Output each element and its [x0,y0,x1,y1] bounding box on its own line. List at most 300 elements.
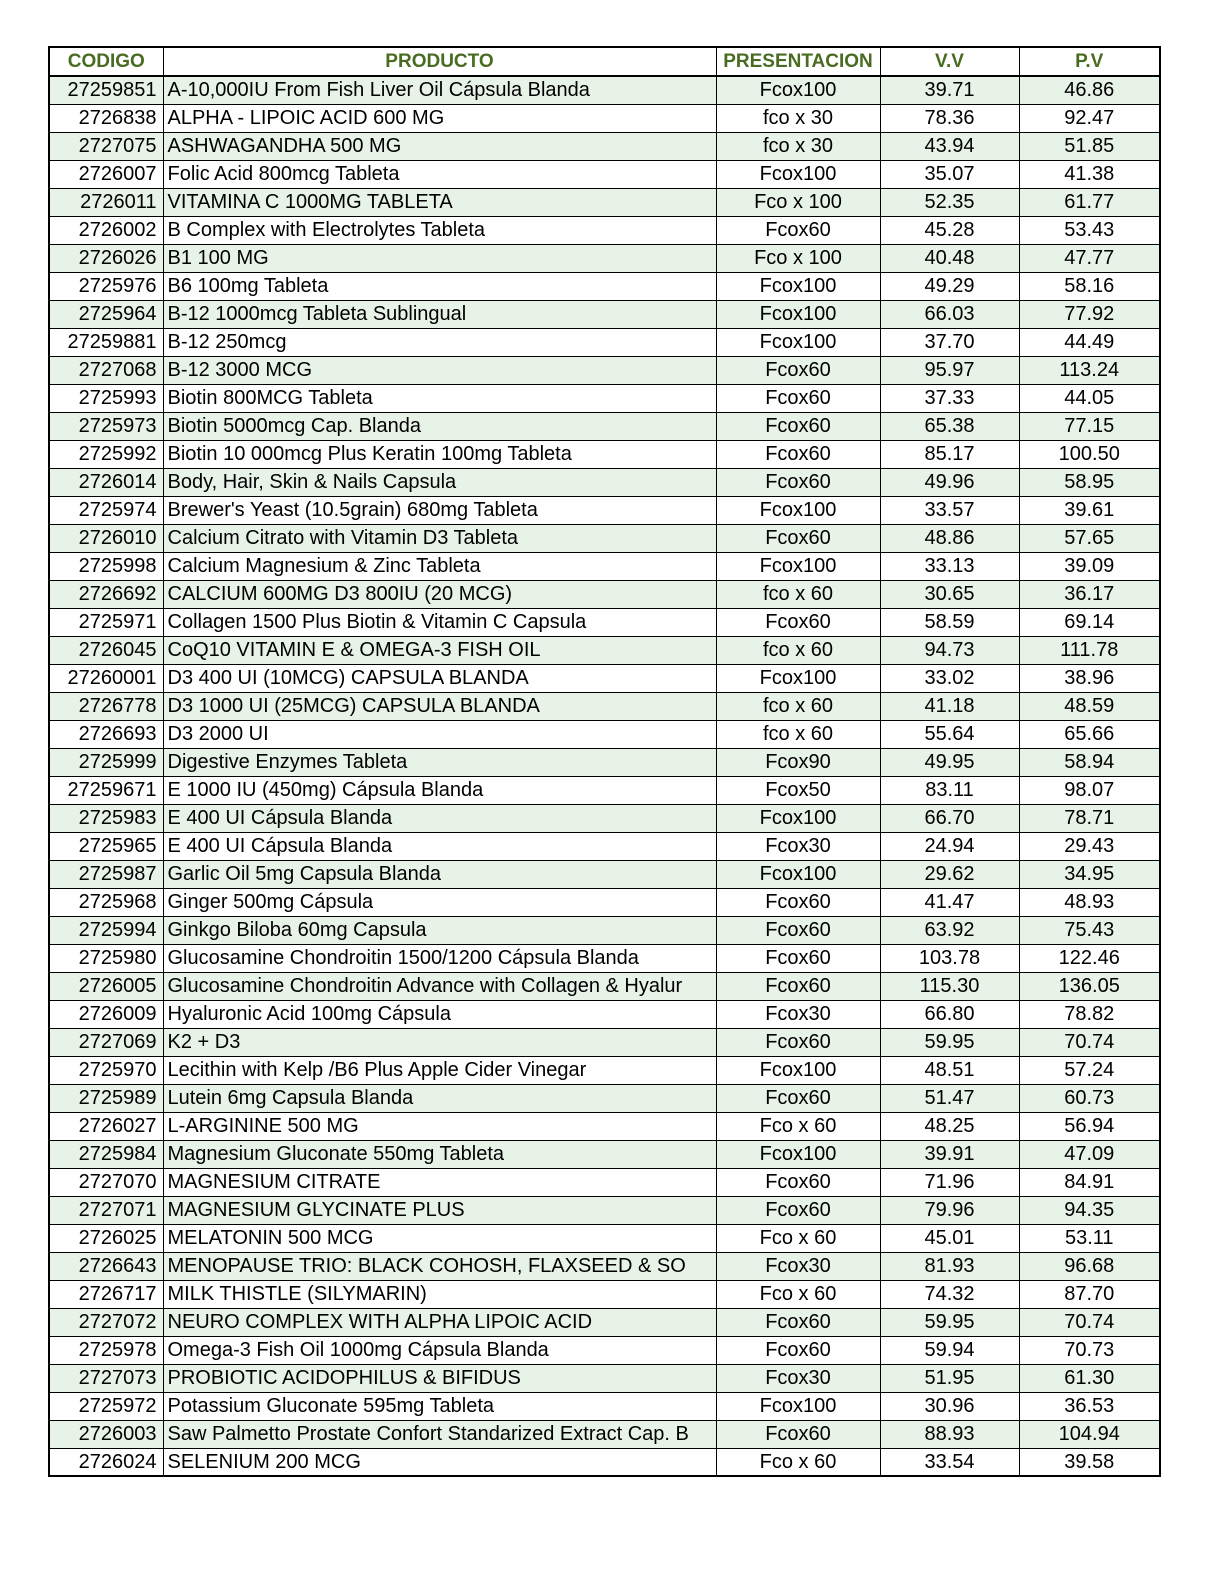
cell-codigo: 2726693 [49,720,163,748]
cell-vv: 88.93 [880,1420,1019,1448]
table-row [49,1364,1160,1392]
cell-producto: Glucosamine Chondroitin 1500/1200 Cápsula Blanda [163,944,716,972]
cell-producto: Glucosamine Chondroitin Advance with Collagen & Hyalur [163,972,716,1000]
cell-codigo: 2727075 [49,132,163,160]
table-row [49,1140,1160,1168]
cell-vv: 95.97 [880,356,1019,384]
cell-codigo: 2726024 [49,1448,163,1476]
table-row [49,888,1160,916]
header-pv: P.V [1019,47,1160,76]
cell-presentacion: Fcox60 [716,468,880,496]
cell-pv: 46.86 [1019,76,1160,104]
table-header [49,47,1160,76]
cell-codigo: 2726005 [49,972,163,1000]
cell-presentacion: Fcox30 [716,832,880,860]
cell-producto: B-12 250mcg [163,328,716,356]
cell-pv: 44.05 [1019,384,1160,412]
cell-vv: 41.47 [880,888,1019,916]
cell-vv: 33.54 [880,1448,1019,1476]
cell-presentacion: Fcox100 [716,1140,880,1168]
cell-codigo: 2726025 [49,1224,163,1252]
cell-codigo: 2726643 [49,1252,163,1280]
table-row [49,412,1160,440]
cell-pv: 34.95 [1019,860,1160,888]
cell-producto: B-12 1000mcg Tableta Sublingual [163,300,716,328]
cell-producto: Body, Hair, Skin & Nails Capsula [163,468,716,496]
header-vv: V.V [880,47,1019,76]
cell-producto: Hyaluronic Acid 100mg Cápsula [163,1000,716,1028]
table-row [49,328,1160,356]
cell-pv: 38.96 [1019,664,1160,692]
cell-vv: 49.96 [880,468,1019,496]
cell-vv: 45.28 [880,216,1019,244]
cell-presentacion: Fcox100 [716,160,880,188]
cell-presentacion: fco x 30 [716,132,880,160]
cell-producto: B6 100mg Tableta [163,272,716,300]
cell-producto: Calcium Citrato with Vitamin D3 Tableta [163,524,716,552]
cell-presentacion: fco x 60 [716,580,880,608]
cell-pv: 58.95 [1019,468,1160,496]
cell-codigo: 2726045 [49,636,163,664]
cell-producto: B-12 3000 MCG [163,356,716,384]
table-row [49,636,1160,664]
table-row [49,944,1160,972]
cell-codigo: 2726717 [49,1280,163,1308]
cell-pv: 58.16 [1019,272,1160,300]
cell-vv: 37.33 [880,384,1019,412]
cell-vv: 79.96 [880,1196,1019,1224]
cell-presentacion: Fcox60 [716,916,880,944]
cell-pv: 58.94 [1019,748,1160,776]
cell-presentacion: Fcox30 [716,1364,880,1392]
cell-producto: CoQ10 VITAMIN E & OMEGA-3 FISH OIL [163,636,716,664]
table-row [49,776,1160,804]
cell-codigo: 27259671 [49,776,163,804]
table-row [49,860,1160,888]
cell-producto: Collagen 1500 Plus Biotin & Vitamin C Capsula [163,608,716,636]
table-row [49,1280,1160,1308]
cell-vv: 78.36 [880,104,1019,132]
cell-producto: MILK THISTLE (SILYMARIN) [163,1280,716,1308]
cell-presentacion: Fco x 60 [716,1448,880,1476]
cell-producto: SELENIUM 200 MCG [163,1448,716,1476]
cell-pv: 70.74 [1019,1308,1160,1336]
cell-pv: 44.49 [1019,328,1160,356]
cell-vv: 24.94 [880,832,1019,860]
cell-presentacion: Fcox100 [716,552,880,580]
cell-presentacion: Fcox30 [716,1252,880,1280]
cell-codigo: 2725971 [49,608,163,636]
cell-pv: 48.93 [1019,888,1160,916]
cell-producto: L-ARGININE 500 MG [163,1112,716,1140]
table-row [49,160,1160,188]
cell-pv: 111.78 [1019,636,1160,664]
cell-vv: 48.51 [880,1056,1019,1084]
cell-presentacion: Fcox100 [716,1056,880,1084]
cell-vv: 51.95 [880,1364,1019,1392]
cell-codigo: 2726838 [49,104,163,132]
table-row [49,384,1160,412]
table-row [49,188,1160,216]
cell-producto: Ginkgo Biloba 60mg Capsula [163,916,716,944]
table-row [49,1112,1160,1140]
cell-producto: Brewer's Yeast (10.5grain) 680mg Tableta [163,496,716,524]
cell-vv: 59.94 [880,1336,1019,1364]
table-row [49,1028,1160,1056]
cell-vv: 71.96 [880,1168,1019,1196]
table-row [49,608,1160,636]
cell-presentacion: Fcox100 [716,860,880,888]
cell-presentacion: Fcox60 [716,216,880,244]
table-row [49,356,1160,384]
cell-producto: Folic Acid 800mcg Tableta [163,160,716,188]
cell-pv: 56.94 [1019,1112,1160,1140]
table-row [49,552,1160,580]
table-row [49,1000,1160,1028]
cell-codigo: 2726003 [49,1420,163,1448]
cell-presentacion: Fcox100 [716,272,880,300]
cell-pv: 96.68 [1019,1252,1160,1280]
cell-vv: 35.07 [880,160,1019,188]
cell-producto: Omega-3 Fish Oil 1000mg Cápsula Blanda [163,1336,716,1364]
table-row [49,692,1160,720]
cell-codigo: 2727070 [49,1168,163,1196]
cell-codigo: 2725998 [49,552,163,580]
cell-vv: 45.01 [880,1224,1019,1252]
table-row [49,748,1160,776]
cell-codigo: 2725992 [49,440,163,468]
table-row [49,664,1160,692]
cell-codigo: 2727073 [49,1364,163,1392]
table-row [49,1308,1160,1336]
cell-codigo: 27260001 [49,664,163,692]
cell-codigo: 2725993 [49,384,163,412]
cell-producto: Potassium Gluconate 595mg Tableta [163,1392,716,1420]
cell-codigo: 2725983 [49,804,163,832]
cell-producto: Biotin 5000mcg Cap. Blanda [163,412,716,440]
cell-vv: 37.70 [880,328,1019,356]
cell-pv: 70.74 [1019,1028,1160,1056]
cell-codigo: 2726009 [49,1000,163,1028]
cell-producto: Lecithin with Kelp /B6 Plus Apple Cider Vinegar [163,1056,716,1084]
cell-codigo: 2727069 [49,1028,163,1056]
cell-vv: 30.65 [880,580,1019,608]
cell-producto: B Complex with Electrolytes Tableta [163,216,716,244]
cell-pv: 77.92 [1019,300,1160,328]
header-codigo: CODIGO [49,47,163,76]
cell-presentacion: Fcox60 [716,1196,880,1224]
cell-presentacion: Fcox60 [716,888,880,916]
cell-codigo: 2726778 [49,692,163,720]
cell-presentacion: fco x 30 [716,104,880,132]
cell-pv: 36.53 [1019,1392,1160,1420]
cell-vv: 40.48 [880,244,1019,272]
cell-codigo: 2726692 [49,580,163,608]
price-table [48,46,1161,1477]
cell-codigo: 2726011 [49,188,163,216]
cell-presentacion: fco x 60 [716,692,880,720]
cell-producto: Biotin 10 000mcg Plus Keratin 100mg Tableta [163,440,716,468]
table-row [49,104,1160,132]
cell-pv: 98.07 [1019,776,1160,804]
cell-pv: 65.66 [1019,720,1160,748]
cell-codigo: 2725973 [49,412,163,440]
cell-presentacion: Fcox60 [716,1028,880,1056]
cell-vv: 41.18 [880,692,1019,720]
cell-codigo: 2725974 [49,496,163,524]
cell-presentacion: Fcox100 [716,76,880,104]
table-row [49,496,1160,524]
table-row [49,1056,1160,1084]
cell-vv: 66.70 [880,804,1019,832]
cell-codigo: 2725980 [49,944,163,972]
table-row [49,1392,1160,1420]
cell-presentacion: Fcox100 [716,804,880,832]
cell-pv: 61.77 [1019,188,1160,216]
cell-producto: E 400 UI Cápsula Blanda [163,832,716,860]
cell-codigo: 2725989 [49,1084,163,1112]
cell-pv: 47.77 [1019,244,1160,272]
cell-vv: 81.93 [880,1252,1019,1280]
cell-pv: 57.65 [1019,524,1160,552]
cell-presentacion: Fco x 60 [716,1112,880,1140]
cell-producto: Ginger 500mg Cápsula [163,888,716,916]
cell-pv: 77.15 [1019,412,1160,440]
cell-vv: 59.95 [880,1308,1019,1336]
header-row [49,47,1160,76]
cell-codigo: 2726026 [49,244,163,272]
table-row [49,972,1160,1000]
cell-vv: 83.11 [880,776,1019,804]
table-row [49,468,1160,496]
cell-codigo: 2726010 [49,524,163,552]
table-body [49,76,1160,1476]
cell-codigo: 2725972 [49,1392,163,1420]
cell-producto: Calcium Magnesium & Zinc Tableta [163,552,716,580]
cell-pv: 104.94 [1019,1420,1160,1448]
cell-pv: 39.61 [1019,496,1160,524]
cell-producto: Biotin 800MCG Tableta [163,384,716,412]
cell-codigo: 2725964 [49,300,163,328]
cell-pv: 78.71 [1019,804,1160,832]
cell-presentacion: Fcox60 [716,384,880,412]
cell-presentacion: Fco x 100 [716,244,880,272]
cell-pv: 53.43 [1019,216,1160,244]
cell-producto: D3 1000 UI (25MCG) CAPSULA BLANDA [163,692,716,720]
cell-presentacion: Fco x 60 [716,1224,880,1252]
cell-codigo: 2725968 [49,888,163,916]
cell-vv: 39.71 [880,76,1019,104]
cell-producto: Magnesium Gluconate 550mg Tableta [163,1140,716,1168]
cell-presentacion: Fcox30 [716,1000,880,1028]
cell-pv: 94.35 [1019,1196,1160,1224]
cell-pv: 122.46 [1019,944,1160,972]
cell-vv: 33.02 [880,664,1019,692]
cell-presentacion: Fco x 60 [716,1280,880,1308]
table-row [49,76,1160,104]
cell-pv: 48.59 [1019,692,1160,720]
cell-pv: 84.91 [1019,1168,1160,1196]
cell-pv: 60.73 [1019,1084,1160,1112]
table-row [49,272,1160,300]
cell-vv: 29.62 [880,860,1019,888]
cell-vv: 66.03 [880,300,1019,328]
cell-presentacion: Fcox60 [716,972,880,1000]
cell-codigo: 2725970 [49,1056,163,1084]
cell-presentacion: Fcox60 [716,412,880,440]
table-row [49,1084,1160,1112]
cell-codigo: 2725994 [49,916,163,944]
cell-presentacion: Fcox50 [716,776,880,804]
cell-vv: 49.29 [880,272,1019,300]
cell-vv: 33.13 [880,552,1019,580]
cell-presentacion: Fcox60 [716,524,880,552]
table-row [49,804,1160,832]
cell-producto: ASHWAGANDHA 500 MG [163,132,716,160]
cell-presentacion: Fcox100 [716,496,880,524]
cell-producto: D3 2000 UI [163,720,716,748]
cell-vv: 48.86 [880,524,1019,552]
cell-codigo: 27259851 [49,76,163,104]
table-row [49,1224,1160,1252]
cell-vv: 66.80 [880,1000,1019,1028]
cell-codigo: 2725976 [49,272,163,300]
cell-codigo: 27259881 [49,328,163,356]
cell-pv: 87.70 [1019,1280,1160,1308]
cell-codigo: 2727068 [49,356,163,384]
table-row [49,440,1160,468]
cell-presentacion: Fcox60 [716,608,880,636]
cell-producto: Saw Palmetto Prostate Confort Standarized Extract Cap. B [163,1420,716,1448]
cell-codigo: 2725984 [49,1140,163,1168]
table-row [49,832,1160,860]
cell-codigo: 2725987 [49,860,163,888]
cell-presentacion: Fcox60 [716,356,880,384]
cell-pv: 57.24 [1019,1056,1160,1084]
cell-producto: Lutein 6mg Capsula Blanda [163,1084,716,1112]
cell-vv: 43.94 [880,132,1019,160]
table-row [49,720,1160,748]
header-producto: PRODUCTO [163,47,716,76]
cell-vv: 58.59 [880,608,1019,636]
cell-presentacion: Fcox60 [716,1420,880,1448]
cell-pv: 75.43 [1019,916,1160,944]
cell-pv: 69.14 [1019,608,1160,636]
cell-pv: 51.85 [1019,132,1160,160]
cell-pv: 100.50 [1019,440,1160,468]
table-row [49,216,1160,244]
cell-codigo: 2725965 [49,832,163,860]
cell-presentacion: Fco x 100 [716,188,880,216]
table-row [49,300,1160,328]
cell-pv: 39.58 [1019,1448,1160,1476]
cell-presentacion: Fcox100 [716,328,880,356]
cell-producto: PROBIOTIC ACIDOPHILUS & BIFIDUS [163,1364,716,1392]
cell-presentacion: Fcox60 [716,1336,880,1364]
cell-producto: E 1000 IU (450mg) Cápsula Blanda [163,776,716,804]
cell-presentacion: Fcox90 [716,748,880,776]
cell-producto: Digestive Enzymes Tableta [163,748,716,776]
cell-producto: B1 100 MG [163,244,716,272]
cell-pv: 47.09 [1019,1140,1160,1168]
cell-pv: 41.38 [1019,160,1160,188]
cell-codigo: 2727072 [49,1308,163,1336]
table-row [49,1252,1160,1280]
cell-vv: 85.17 [880,440,1019,468]
cell-vv: 74.32 [880,1280,1019,1308]
table-row [49,1448,1160,1476]
cell-pv: 136.05 [1019,972,1160,1000]
table-row [49,524,1160,552]
cell-vv: 103.78 [880,944,1019,972]
cell-producto: VITAMINA C 1000MG TABLETA [163,188,716,216]
cell-vv: 63.92 [880,916,1019,944]
table-row [49,580,1160,608]
cell-presentacion: Fcox100 [716,1392,880,1420]
cell-codigo: 2726007 [49,160,163,188]
cell-producto: MENOPAUSE TRIO: BLACK COHOSH, FLAXSEED & SO [163,1252,716,1280]
cell-codigo: 2726014 [49,468,163,496]
cell-codigo: 2727071 [49,1196,163,1224]
cell-pv: 113.24 [1019,356,1160,384]
table-row [49,916,1160,944]
cell-presentacion: Fcox60 [716,1168,880,1196]
cell-codigo: 2726002 [49,216,163,244]
cell-vv: 48.25 [880,1112,1019,1140]
cell-codigo: 2725999 [49,748,163,776]
cell-producto: MAGNESIUM CITRATE [163,1168,716,1196]
cell-presentacion: fco x 60 [716,720,880,748]
cell-producto: K2 + D3 [163,1028,716,1056]
cell-pv: 78.82 [1019,1000,1160,1028]
cell-vv: 52.35 [880,188,1019,216]
cell-producto: MELATONIN 500 MCG [163,1224,716,1252]
cell-presentacion: Fcox100 [716,300,880,328]
cell-pv: 36.17 [1019,580,1160,608]
cell-producto: Garlic Oil 5mg Capsula Blanda [163,860,716,888]
cell-pv: 92.47 [1019,104,1160,132]
cell-presentacion: fco x 60 [716,636,880,664]
cell-presentacion: Fcox60 [716,440,880,468]
table-row [49,1420,1160,1448]
cell-presentacion: Fcox60 [716,944,880,972]
table-row [49,1196,1160,1224]
cell-vv: 94.73 [880,636,1019,664]
cell-producto: MAGNESIUM GLYCINATE PLUS [163,1196,716,1224]
cell-presentacion: Fcox60 [716,1084,880,1112]
cell-producto: NEURO COMPLEX WITH ALPHA LIPOIC ACID [163,1308,716,1336]
cell-producto: A-10,000IU From Fish Liver Oil Cápsula Blanda [163,76,716,104]
cell-producto: ALPHA - LIPOIC ACID 600 MG [163,104,716,132]
table-row [49,244,1160,272]
cell-producto: D3 400 UI (10MCG) CAPSULA BLANDA [163,664,716,692]
table-row [49,1336,1160,1364]
cell-vv: 33.57 [880,496,1019,524]
cell-vv: 51.47 [880,1084,1019,1112]
cell-vv: 55.64 [880,720,1019,748]
cell-pv: 70.73 [1019,1336,1160,1364]
cell-presentacion: Fcox100 [716,664,880,692]
cell-codigo: 2726027 [49,1112,163,1140]
cell-pv: 39.09 [1019,552,1160,580]
cell-producto: CALCIUM 600MG D3 800IU (20 MCG) [163,580,716,608]
cell-vv: 49.95 [880,748,1019,776]
cell-vv: 39.91 [880,1140,1019,1168]
cell-vv: 115.30 [880,972,1019,1000]
cell-producto: E 400 UI Cápsula Blanda [163,804,716,832]
cell-pv: 61.30 [1019,1364,1160,1392]
cell-vv: 59.95 [880,1028,1019,1056]
